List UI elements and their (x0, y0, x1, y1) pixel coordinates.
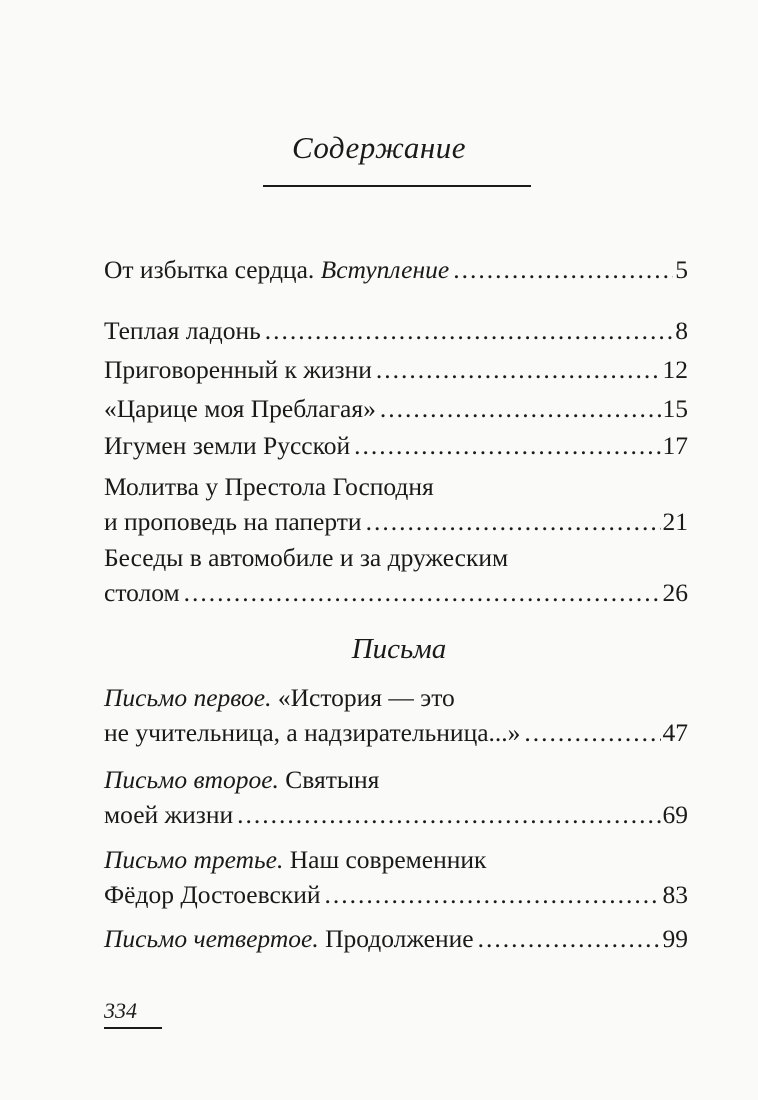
entry-page: 15 (662, 394, 688, 423)
entry-page: 8 (675, 316, 688, 345)
heading-rule (263, 185, 531, 187)
dot-leader (380, 391, 661, 426)
entry-page: 12 (662, 355, 688, 384)
dot-leader (478, 921, 661, 956)
entry-title-cont: моей жизни (104, 800, 234, 829)
entry-title: Приговоренный к жизни (104, 355, 372, 384)
section-heading-letters: Письма (351, 633, 447, 665)
entry-title: От избытка сердца. Вступление (104, 255, 450, 284)
entry-page: 83 (662, 880, 688, 909)
dot-leader (237, 797, 660, 832)
entry-page: 17 (662, 431, 688, 460)
dot-leader (265, 313, 673, 348)
entry-title: «Царице моя Преблагая» (104, 394, 376, 423)
page-number: 334 (104, 998, 137, 1023)
toc-entry (104, 469, 688, 539)
entry-title-cont: не учительница, а надзирательница...» (104, 718, 521, 747)
entry-page: 47 (662, 718, 688, 747)
entry-title: Письмо третье. Наш современник (104, 845, 487, 874)
toc-entry (104, 391, 688, 426)
entry-title-cont: Фёдор Достоевский (104, 880, 321, 909)
entry-page: 21 (662, 507, 688, 536)
entry-page: 69 (662, 800, 688, 829)
toc-entry (104, 428, 688, 463)
contents-heading: Содержание (291, 130, 467, 165)
entry-page: 99 (662, 924, 688, 953)
entry-title: Беседы в автомобиле и за дружеским (104, 543, 509, 572)
toc-entry (104, 252, 688, 287)
entry-title: Теплая ладонь (104, 316, 261, 345)
entry-title-cont: столом (104, 578, 180, 607)
toc-entry (104, 680, 688, 750)
toc-entry (104, 762, 688, 832)
page-number-rule (104, 1027, 162, 1029)
entry-title: Письмо второе. Святыня (104, 765, 380, 794)
entry-title: Молитва у Престола Господня (104, 472, 434, 501)
dot-leader (366, 504, 661, 539)
toc-entry (104, 540, 688, 610)
entry-title: Игумен земли Русской (104, 431, 351, 460)
entry-page: 5 (675, 255, 688, 284)
entry-title-cont: и проповедь на паперти (104, 507, 362, 536)
dot-leader (184, 575, 661, 610)
entry-page: 26 (662, 578, 688, 607)
dot-leader (354, 428, 660, 463)
entry-title: Письмо четвертое. Продолжение (104, 924, 474, 953)
toc-entry (104, 921, 688, 956)
dot-leader (376, 352, 661, 387)
dot-leader (325, 877, 661, 912)
toc-entry (104, 313, 688, 348)
toc-entry (104, 842, 688, 912)
dot-leader (453, 252, 673, 287)
entry-title: Письмо первое. «История — это (104, 683, 455, 712)
dot-leader (524, 715, 660, 750)
toc-entry (104, 352, 688, 387)
